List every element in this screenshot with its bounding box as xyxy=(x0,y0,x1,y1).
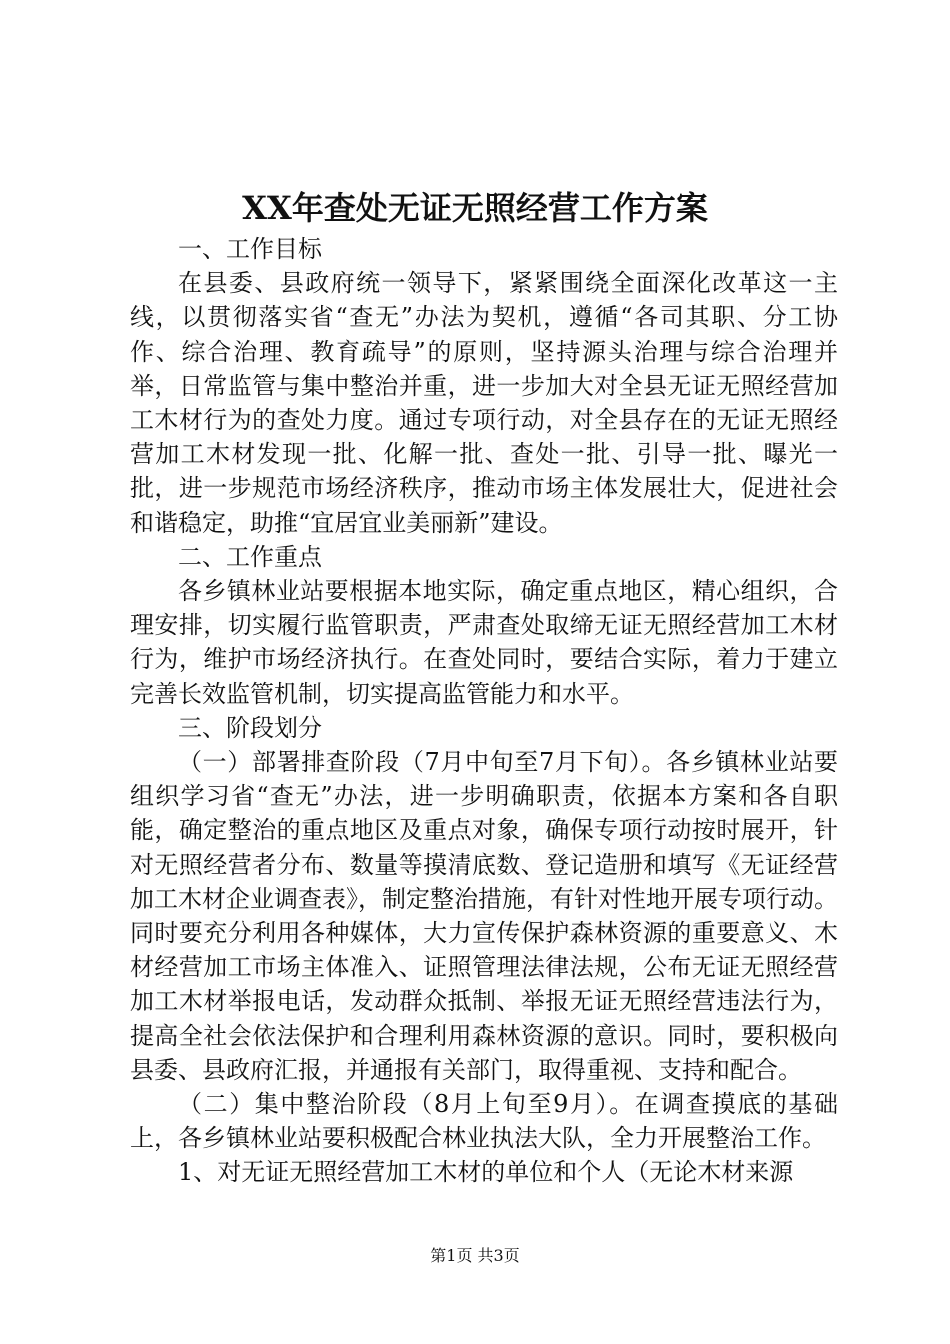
section-heading-goals: 一、工作目标 xyxy=(178,235,322,263)
page-footer: 第1页 共3页 xyxy=(430,1246,520,1265)
document-title: XX年查处无证无照经营工作方案 xyxy=(242,189,708,227)
paragraph-focus: 各乡镇林业站要根据本地实际，确定重点地区，精心组织，合理安排，切实履行监管职责，严肃查处取缔无证无照经营加工木材行为，维护市场经济执行。在查处同时，要结合实际，着力于建立完善长效监管机制，切实提高监管能力和水平。 xyxy=(130,577,838,708)
paragraph-phase-2: （二）集中整治阶段（8月上旬至9月）。在调查摸底的基础上，各乡镇林业站要积极配合林业执法大队，全力开展整治工作。 xyxy=(130,1090,838,1153)
paragraph-item-1: 1、对无证无照经营加工木材的单位和个人（无论木材来源 xyxy=(178,1158,794,1187)
paragraph-goals: 在县委、县政府统一领导下，紧紧围绕全面深化改革这一主线，以贯彻落实省“查无”办法为契机，遵循“各司其职、分工协作、综合治理、教育疏导”的原则，坚持源头治理与综合治理并举，日常监管与集中整治并重，进一步加大对全县无证无照经营加工木材行为的查处力度。通过专项行动，对全县存在的无证无照经营加工木材发现一批、化解一批、查处一批、引导一批、曝光一批，进一步规范市场经济秩序，推动市场主体发展壮大，促进社会和谐稳定，助推“宜居宜业美丽新”建设。 xyxy=(130,269,838,537)
document-body xyxy=(130,232,838,1190)
paragraph-phase-1: （一）部署排查阶段（7月中旬至7月下旬）。各乡镇林业站要组织学习省“查无”办法，进一步明确职责，依据本方案和各自职能，确定整治的重点地区及重点对象，确保专项行动按时展开，针对无照经营者分布、数量等摸清底数、登记造册和填写《无证经营加工木材企业调查表》，制定整治措施，有针对性地开展专项行动。同时要充分利用各种媒体，大力宣传保护森林资源的重要意义、木材经营加工市场主体准入、证照管理法律法规，公布无证无照经营加工木材举报电话，发动群众抵制、举报无证无照经营违法行为，提高全社会依法保护和合理利用森林资源的意识。同时，要积极向县委、县政府汇报，并通报有关部门，取得重视、支持和配合。 xyxy=(130,748,838,1084)
section-heading-phases: 三、阶段划分 xyxy=(178,713,322,742)
section-heading-focus: 二、工作重点 xyxy=(178,542,322,571)
